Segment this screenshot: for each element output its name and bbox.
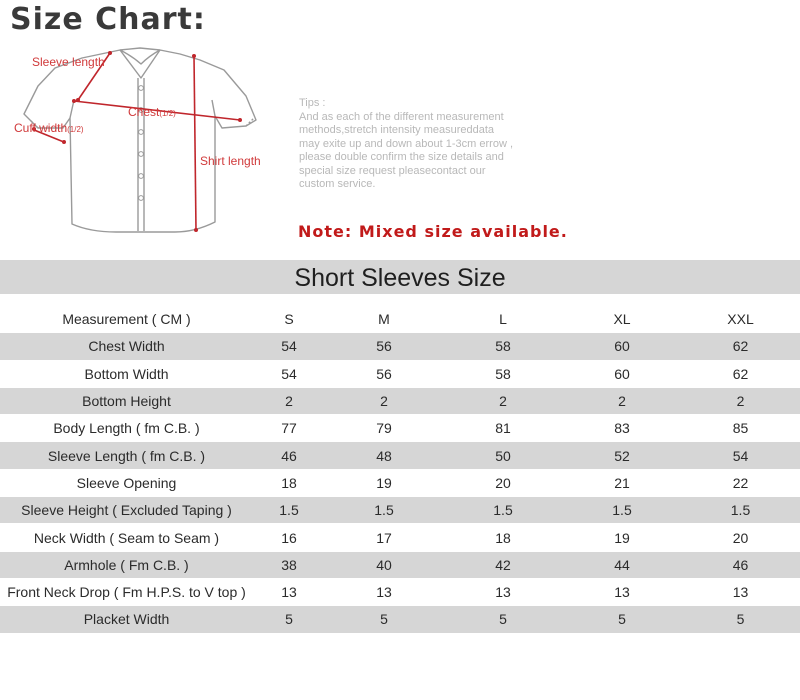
table-cell: 48 bbox=[325, 442, 443, 469]
table-cell: 5 bbox=[563, 606, 681, 633]
size-table bbox=[0, 306, 800, 634]
table-cell: 58 bbox=[443, 333, 563, 360]
table-cell: 62 bbox=[681, 360, 800, 387]
table-cell: 38 bbox=[253, 551, 325, 578]
tips-line: And as each of the different measurement bbox=[299, 110, 504, 123]
row-label: Neck Width ( Seam to Seam ) bbox=[0, 524, 253, 551]
table-cell: 1.5 bbox=[563, 497, 681, 524]
table-cell: 62 bbox=[681, 333, 800, 360]
table-cell: 85 bbox=[681, 415, 800, 442]
table-cell: 58 bbox=[443, 360, 563, 387]
row-label: Body Length ( fm C.B. ) bbox=[0, 415, 253, 442]
table-cell: 5 bbox=[253, 606, 325, 633]
tips-line: please double confirm the size details and bbox=[299, 151, 504, 163]
header-cell: L bbox=[443, 306, 563, 333]
page-title: Size Chart: bbox=[10, 2, 206, 37]
table-cell: 54 bbox=[253, 333, 325, 360]
table-row bbox=[0, 360, 800, 387]
chest-label: Chest(1/2) bbox=[128, 105, 176, 119]
table-cell: 83 bbox=[563, 415, 681, 442]
table-cell: 2 bbox=[253, 387, 325, 414]
table-cell: 17 bbox=[325, 524, 443, 551]
table-cell: 77 bbox=[253, 415, 325, 442]
header-cell: XXL bbox=[681, 306, 800, 333]
table-cell: 22 bbox=[681, 469, 800, 496]
table-row bbox=[0, 469, 800, 496]
table-cell: 46 bbox=[681, 551, 800, 578]
table-cell: 18 bbox=[253, 469, 325, 496]
table-cell: 1.5 bbox=[253, 497, 325, 524]
table-cell: 19 bbox=[563, 524, 681, 551]
table-cell: 21 bbox=[563, 469, 681, 496]
table-cell: 79 bbox=[325, 415, 443, 442]
row-label: Sleeve Opening bbox=[0, 469, 253, 496]
table-cell: 40 bbox=[325, 551, 443, 578]
table-cell: 60 bbox=[563, 333, 681, 360]
sleeve-length-label: Sleeve length bbox=[32, 55, 105, 69]
table-row bbox=[0, 524, 800, 551]
tips-line: custom service. bbox=[299, 178, 376, 190]
table-cell: 1.5 bbox=[681, 497, 800, 524]
tips-text bbox=[299, 97, 534, 192]
row-label: Bottom Width bbox=[0, 360, 253, 387]
table-row bbox=[0, 387, 800, 414]
table-row bbox=[0, 606, 800, 633]
table-cell: 56 bbox=[325, 360, 443, 387]
table-row bbox=[0, 497, 800, 524]
table-cell: 18 bbox=[443, 524, 563, 551]
tips-line: Tips : bbox=[299, 97, 326, 109]
header-cell: S bbox=[253, 306, 325, 333]
table-cell: 13 bbox=[443, 578, 563, 605]
table-row bbox=[0, 333, 800, 360]
row-label: Placket Width bbox=[0, 606, 253, 633]
table-row bbox=[0, 442, 800, 469]
mixed-size-note: Note: Mixed size available. bbox=[298, 222, 568, 241]
table-cell: 2 bbox=[325, 387, 443, 414]
table-cell: 16 bbox=[253, 524, 325, 551]
table-cell: 2 bbox=[681, 387, 800, 414]
row-label: Sleeve Length ( fm C.B. ) bbox=[0, 442, 253, 469]
table-cell: 20 bbox=[443, 469, 563, 496]
table-cell: 5 bbox=[443, 606, 563, 633]
table-cell: 13 bbox=[325, 578, 443, 605]
table-cell: 5 bbox=[681, 606, 800, 633]
table-cell: 2 bbox=[563, 387, 681, 414]
table-cell: 5 bbox=[325, 606, 443, 633]
cuff-width-label: Cuff width(1/2) bbox=[14, 121, 84, 135]
row-label: Chest Width bbox=[0, 333, 253, 360]
table-cell: 44 bbox=[563, 551, 681, 578]
header-cell: Measurement ( CM ) bbox=[0, 306, 253, 333]
table-cell: 56 bbox=[325, 333, 443, 360]
table-cell: 20 bbox=[681, 524, 800, 551]
table-cell: 52 bbox=[563, 442, 681, 469]
table-row bbox=[0, 551, 800, 578]
jersey-measurement-diagram bbox=[10, 44, 300, 244]
header-cell: M bbox=[325, 306, 443, 333]
table-cell: 13 bbox=[253, 578, 325, 605]
table-cell: 54 bbox=[253, 360, 325, 387]
table-row bbox=[0, 578, 800, 605]
header-cell: XL bbox=[563, 306, 681, 333]
table-cell: 54 bbox=[681, 442, 800, 469]
table-cell: 2 bbox=[443, 387, 563, 414]
row-label: Bottom Height bbox=[0, 387, 253, 414]
row-label: Front Neck Drop ( Fm H.P.S. to V top ) bbox=[0, 578, 253, 605]
table-cell: 19 bbox=[325, 469, 443, 496]
row-label: Sleeve Height ( Excluded Taping ) bbox=[0, 497, 253, 524]
table-cell: 1.5 bbox=[325, 497, 443, 524]
shirt-length-label: Shirt length bbox=[200, 154, 261, 168]
row-label: Armhole ( Fm C.B. ) bbox=[0, 551, 253, 578]
tips-line: methods,stretch intensity measureddata bbox=[299, 124, 495, 136]
tips-line: special size request pleasecontact our bbox=[299, 164, 486, 177]
table-cell: 13 bbox=[563, 578, 681, 605]
tips-line: may exite up and down about 1-3cm errow , bbox=[299, 137, 514, 150]
table-row bbox=[0, 415, 800, 442]
table-cell: 50 bbox=[443, 442, 563, 469]
table-cell: 13 bbox=[681, 578, 800, 605]
table-cell: 81 bbox=[443, 415, 563, 442]
table-cell: 60 bbox=[563, 360, 681, 387]
table-cell: 1.5 bbox=[443, 497, 563, 524]
table-cell: 46 bbox=[253, 442, 325, 469]
table-header-row bbox=[0, 306, 800, 333]
table-title: Short Sleeves Size bbox=[0, 260, 800, 294]
table-cell: 42 bbox=[443, 551, 563, 578]
